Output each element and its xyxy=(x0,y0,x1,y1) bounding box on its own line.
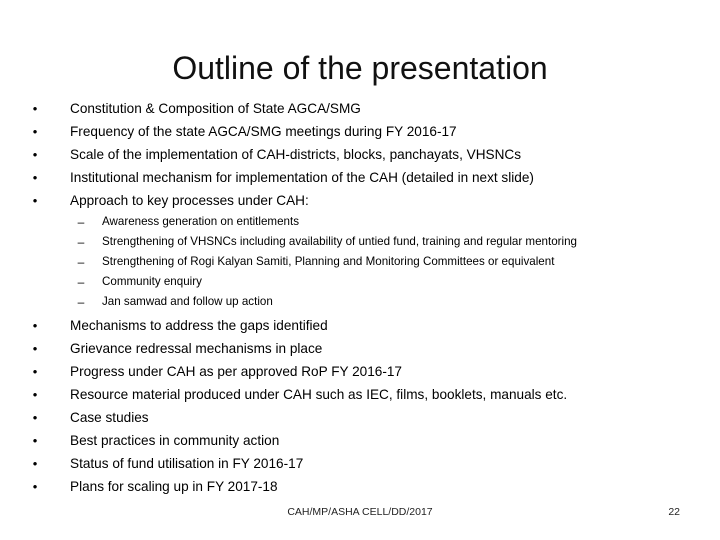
dash-icon: – xyxy=(77,255,85,269)
bullet-icon: • xyxy=(32,456,38,471)
slide-title: Outline of the presentation xyxy=(172,50,548,86)
bullet-icon: • xyxy=(32,341,38,356)
bullet-text: Case studies xyxy=(70,410,149,425)
bullet-text: Constitution & Composition of State AGCA/SMG xyxy=(70,101,361,116)
bullet-icon: • xyxy=(32,318,38,333)
bullet-text: Progress under CAH as per approved RoP FY 2016-17 xyxy=(70,364,402,379)
bullet-icon: • xyxy=(32,387,38,402)
bullet-icon: • xyxy=(32,124,38,139)
dash-icon: – xyxy=(77,215,85,229)
bullet-icon: • xyxy=(32,410,38,425)
dash-icon: – xyxy=(77,275,85,289)
bullet-text: Mechanisms to address the gaps identified xyxy=(70,318,328,333)
bullet-text: Frequency of the state AGCA/SMG meetings during FY 2016-17 xyxy=(70,124,457,139)
bullet-icon: • xyxy=(32,170,38,185)
dash-icon: – xyxy=(77,295,85,309)
sub-item-text: Jan samwad and follow up action xyxy=(102,295,273,308)
bullet-icon: • xyxy=(32,433,38,448)
bullet-text: Best practices in community action xyxy=(70,433,280,448)
bullet-text: Plans for scaling up in FY 2017-18 xyxy=(70,479,278,494)
slide-footer: CAH/MP/ASHA CELL/DD/2017 xyxy=(287,506,433,518)
bullet-icon: • xyxy=(32,364,38,379)
bullet-text: Institutional mechanism for implementation of the CAH (detailed in next slide) xyxy=(70,170,534,185)
sub-item-text: Awareness generation on entitlements xyxy=(102,215,300,228)
bullet-icon: • xyxy=(32,479,38,494)
dash-icon: – xyxy=(77,235,85,249)
bullet-text: Grievance redressal mechanisms in place xyxy=(70,341,323,356)
bullet-text: Status of fund utilisation in FY 2016-17 xyxy=(70,456,304,471)
bullet-text: Approach to key processes under CAH: xyxy=(70,193,309,208)
bullet-icon: • xyxy=(32,193,38,208)
sub-item-text: Strengthening of Rogi Kalyan Samiti, Planning and Monitoring Committees or equivalent xyxy=(102,255,555,268)
bullet-text: Scale of the implementation of CAH-districts, blocks, panchayats, VHSNCs xyxy=(70,147,522,162)
bullet-text: Resource material produced under CAH such as IEC, films, booklets, manuals etc. xyxy=(70,387,568,402)
page-number: 22 xyxy=(668,506,680,518)
sub-item-text: Community enquiry xyxy=(102,275,202,288)
bullet-icon: • xyxy=(32,101,38,116)
sub-item-text: Strengthening of VHSNCs including availability of untied fund, training and regular mentoring xyxy=(102,235,577,248)
bullet-icon: • xyxy=(32,147,38,162)
